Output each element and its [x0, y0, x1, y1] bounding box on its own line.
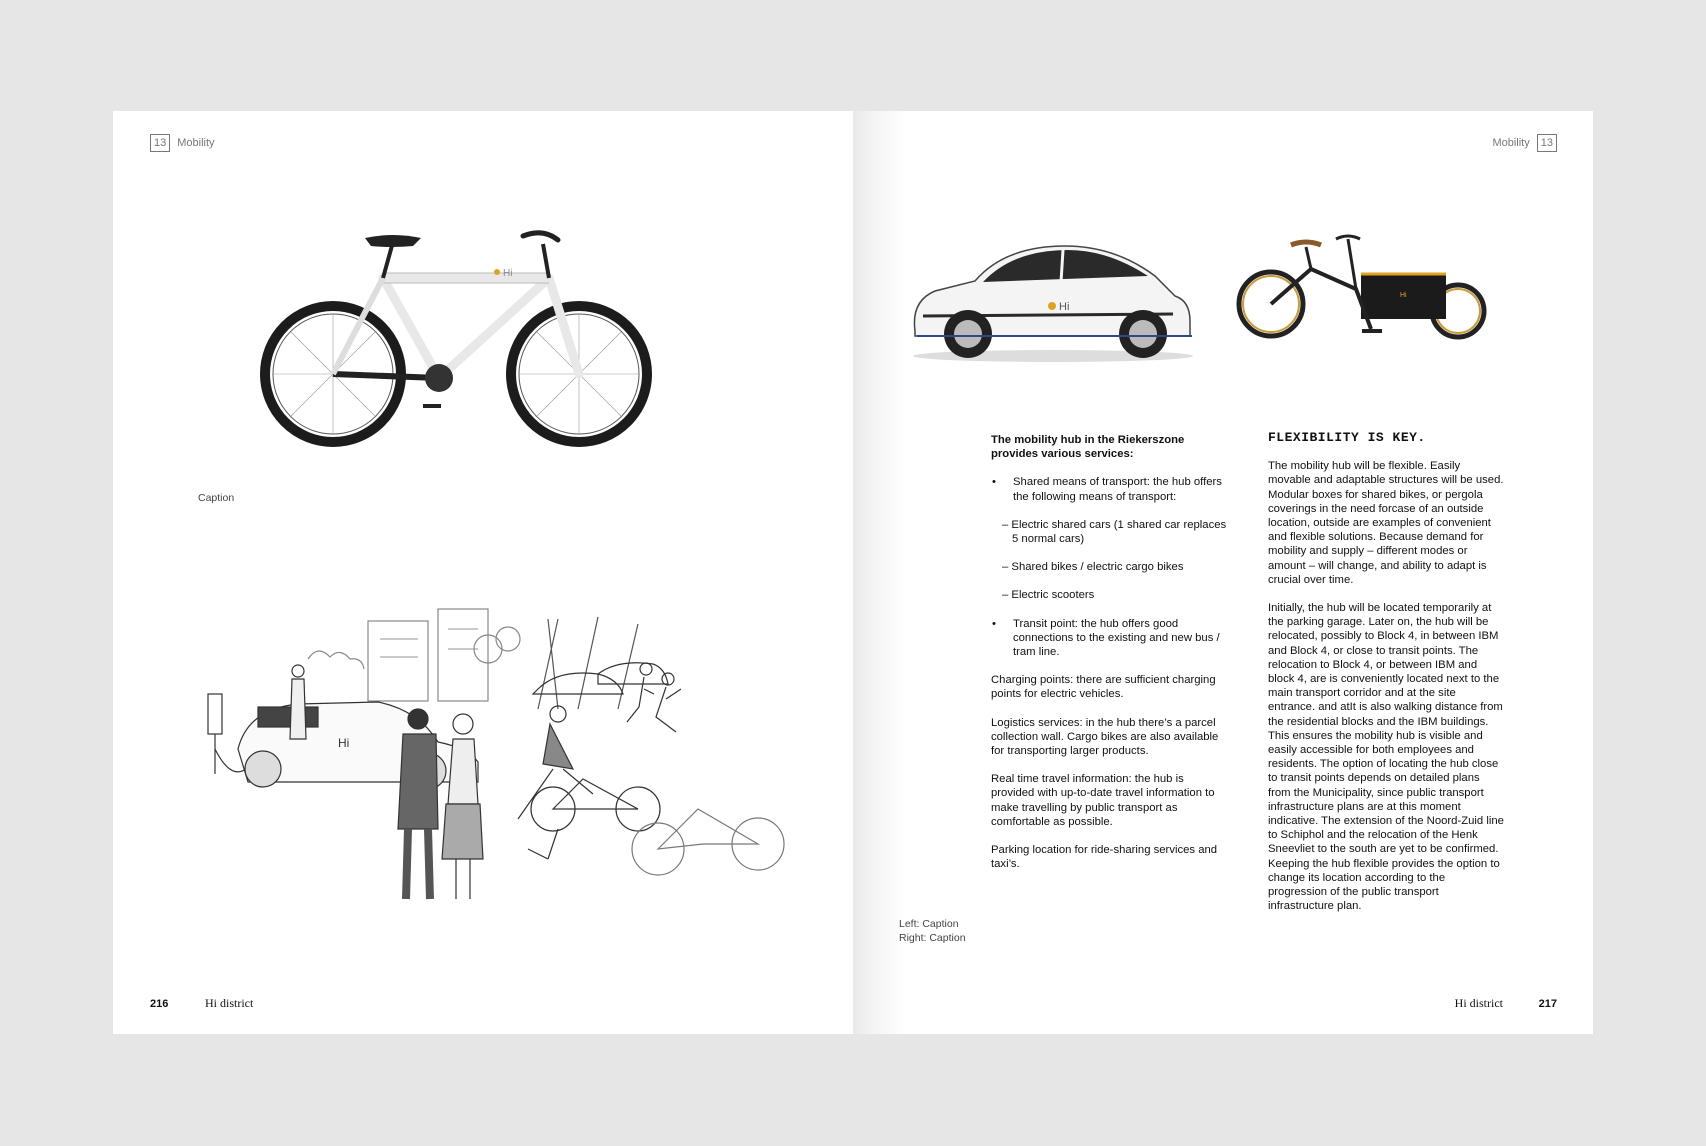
- service-dash-item: – Electric shared cars (1 shared car replaces 5 normal cars): [1002, 518, 1227, 546]
- photo-caption-left: Left: Caption: [899, 918, 959, 930]
- flexibility-column: [1268, 431, 1504, 928]
- street-sketch-illustration: [198, 599, 838, 939]
- services-list: [991, 475, 1227, 503]
- photo-caption-right: Right: Caption: [899, 932, 966, 944]
- bike-caption: Caption: [198, 492, 235, 504]
- flexibility-paragraph: The mobility hub will be flexible. Easily movable and adaptable structures will be used. Modular boxes for shared bikes, or pergola coverings in the need forcase of an outside location, outside are examples of convenient and flexible solutions. Because demand for mobility and supply – different modes or amount – will change, and ability to adapt is crucial over time.: [1268, 460, 1504, 586]
- service-dash-item: – Electric scooters: [1002, 589, 1095, 602]
- hand-logo-icon: [1048, 302, 1056, 310]
- service-paragraph: Charging points: there are sufficient charging points for electric vehicles.: [991, 674, 1216, 701]
- illustration-car-text: Hi: [338, 736, 350, 750]
- services-column: [991, 433, 1227, 885]
- chapter-title: Mobility: [177, 137, 215, 149]
- service-paragraph: Parking location for ride-sharing services and taxi’s.: [991, 844, 1218, 871]
- book-spread: [113, 111, 1593, 1034]
- page-number: 216: [150, 998, 169, 1010]
- car-logo-text: Hi: [1059, 301, 1070, 313]
- right-page: [853, 111, 1593, 1034]
- cargo-bike-logo-text: Hi: [1400, 292, 1407, 299]
- service-paragraph: Logistics services: in the hub there’s a parcel collection wall. Cargo bikes are also available for transporting larger products.: [991, 716, 1219, 758]
- service-paragraph: Real time travel information: the hub is provided with up-to-date travel information to make travelling by public transport as comfortable as possible.: [991, 773, 1215, 828]
- publication-name-left: Hi district: [205, 996, 254, 1010]
- chapter-marker-right: [1492, 134, 1557, 152]
- service-bullet-shared-transport: • Shared means of transport: the hub offers the following means of transport:: [1013, 475, 1227, 503]
- flexibility-paragraph: Initially, the hub will be located temporarily at the parking garage. Later on, the hub will be relocated, possibly to Block 4, in between IBM and Block 4, or close to transit points. The relocation to Block 4, or between IBM and block 4, are is conveniently located next to the main transport corridor and at the site entrance. and atIt is also walking distance from the residential blocks and the IBM buildings. This ensures the mobility hub is visible and easily accessible for both employees and residents. The option of locating the hub close to transit points depends on detailed plans from the Municipality, since public transport infrastructure plans are at this moment indicative. The extension of the Noord-Zuid line to Schiphol and the relocation of the Henk Sneevliet to the south are yet to be confirmed. Keeping the hub flexible provides the option to change its location according to the progression of the public transport infrastructure plan.: [1268, 602, 1504, 913]
- chapter-number: 13: [150, 134, 170, 152]
- left-page: [113, 111, 853, 1034]
- services-list: [991, 617, 1227, 660]
- services-lead: The mobility hub in the Riekerszone provides various services:: [991, 434, 1185, 461]
- bike-logo-text: Hi: [503, 268, 513, 279]
- chapter-marker-left: [150, 134, 215, 152]
- bicycle-photo: [253, 226, 673, 476]
- flexibility-heading: FLEXIBILITY IS KEY.: [1268, 430, 1426, 445]
- photo-captions: [899, 917, 966, 945]
- page-number: 217: [1538, 998, 1557, 1010]
- page-number-right: [1539, 996, 1557, 1011]
- hand-logo-icon: [494, 269, 500, 275]
- chapter-title: Mobility: [1492, 137, 1530, 149]
- service-dash-item: – Shared bikes / electric cargo bikes: [1002, 561, 1184, 574]
- page-number-left: [150, 996, 168, 1011]
- publication-name-right: Hi district: [1454, 996, 1503, 1010]
- service-bullet-transit-point: • Transit point: the hub offers good connections to the existing and new bus / tram line.: [1013, 617, 1227, 660]
- cargo-bike-photo: [1236, 229, 1496, 359]
- electric-car-photo: [903, 236, 1203, 366]
- chapter-number: 13: [1537, 134, 1557, 152]
